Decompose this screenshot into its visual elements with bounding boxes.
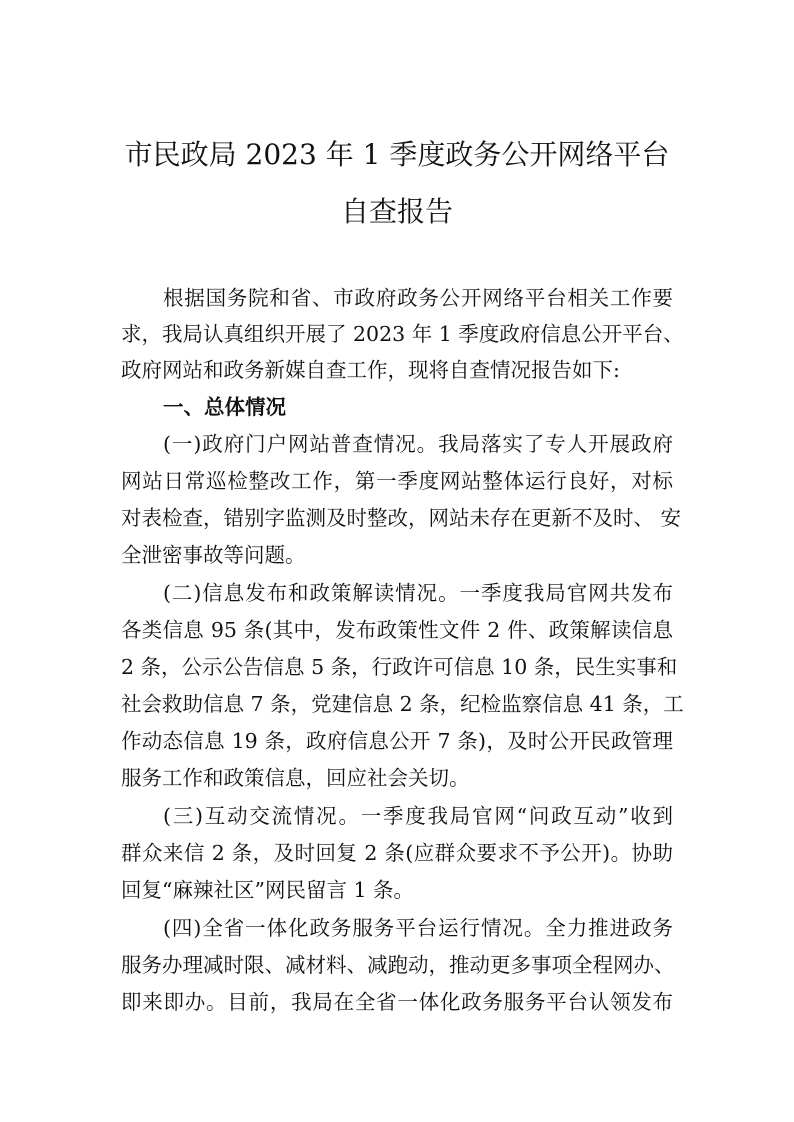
intro-line: 求，我局认真组织开展了 2023 年 1 季度政府信息公开平台、: [121, 322, 684, 346]
document-title-line-1: 市民政局 2023 年 1 季度政务公开网络平台: [124, 138, 670, 171]
paragraph-line: 群众来信 2 条，及时回复 2 条(应群众要求不予公开)。协助: [121, 841, 673, 865]
paragraph-line: 网站日常巡检整改工作，第一季度网站整体运行良好，对标: [121, 469, 673, 493]
paragraph-line: 服务工作和政策信息，回应社会关切。: [121, 766, 470, 790]
paragraph-line: (四)全省一体化政务服务平台运行情况。全力推进政务: [163, 916, 673, 940]
section-heading: 一、总体情况: [163, 395, 286, 419]
document-title-line-2: 自查报告: [340, 195, 453, 228]
paragraph-line: 作动态信息 19 条，政府信息公开 7 条)，及时公开民政管理: [121, 729, 673, 753]
paragraph-line: 回复“麻辣社区”网民留言 1 条。: [121, 878, 415, 902]
paragraph-line: (二)信息发布和政策解读情况。一季度我局官网共发布: [163, 581, 673, 605]
paragraph-line: (一)政府门户网站普查情况。我局落实了专人开展政府: [163, 432, 673, 456]
paragraph-line: 2 条，公示公告信息 5 条，行政许可信息 10 条，民生实事和: [121, 655, 678, 679]
paragraph-line: 服务办理减时限、减材料、减跑动，推动更多事项全程网办、: [121, 953, 675, 977]
paragraph-line: (三)互动交流情况。一季度我局官网“问政互动”收到: [163, 804, 673, 828]
intro-line: 根据国务院和省、市政府政务公开网络平台相关工作要: [163, 286, 673, 310]
intro-line: 政府网站和政务新媒自查工作，现将自查情况报告如下:: [121, 358, 620, 382]
paragraph-line: 各类信息 95 条(其中，发布政策性文件 2 件、政策解读信息: [121, 618, 673, 642]
paragraph-line: 社会救助信息 7 条，党建信息 2 条，纪检监察信息 41 条，工: [121, 692, 684, 716]
paragraph-line: 即来即办。目前，我局在全省一体化政务服务平台认领发布: [121, 990, 673, 1014]
paragraph-line: 对表检查，错别字监测及时整改，网站未存在更新不及时、 安: [121, 506, 682, 530]
paragraph-line: 全泄密事故等问题。: [121, 543, 306, 567]
